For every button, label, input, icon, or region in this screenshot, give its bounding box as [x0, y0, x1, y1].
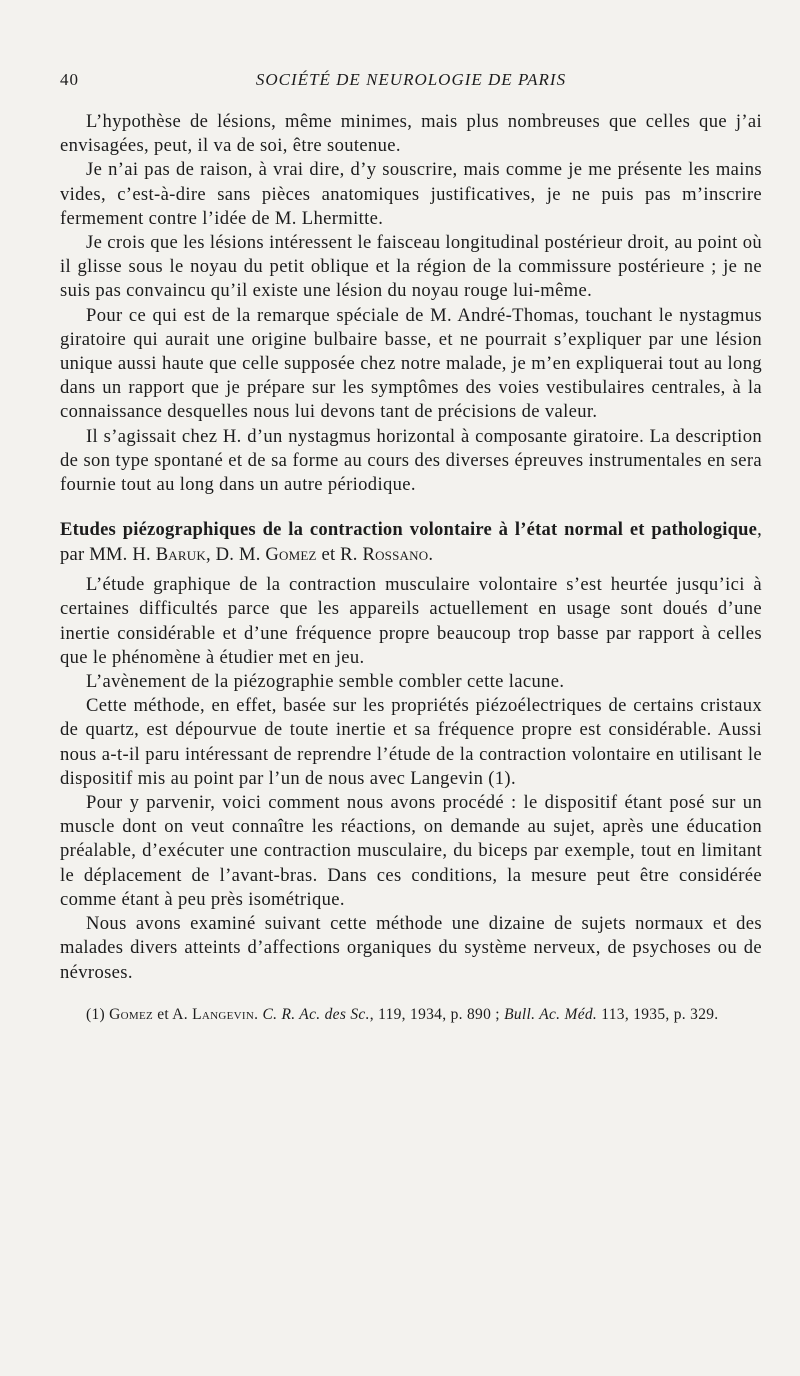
paragraph: Pour y parvenir, voici comment nous avons procédé : le dispositif étant posé sur un muscle dont on veut connaître les réactions, on demande au sujet, après une éducation préalable, d’exécuter une contraction musculaire, du biceps par exemple, tout en limitant le déplacement de l’avant-bras. Dans ces conditions, la mesure peut être considérée comme étant à peu près isométrique.	[60, 792, 762, 910]
paragraph: Cette méthode, en effet, basée sur les propriétés piézoélectriques de certains cristaux de quartz, est dépourvue de toute inertie et sa fréquence propre est considérable. Aussi nous a-t-il paru intéressant de reprendre l’étude de la contraction volontaire en utilisant le dispositif mis au point par l’un de nous avec Langevin (1).	[60, 695, 762, 789]
running-header	[60, 70, 762, 96]
author-name: Rossano	[362, 544, 429, 566]
footnote-text: et A.	[153, 1005, 193, 1023]
paragraph: Pour ce qui est de la remarque spéciale de M. André-Thomas, touchant le nystagmus giratoire qui aurait une origine bulbaire basse, et ne pourrait s’expliquer par une lésion unique aussi haute que celle supposée chez notre malade, je m’en expliquerai tout au long dans un rapport que je prépare sur les symptômes des voies vestibulaires centrales, à la connaissance desquelles nous lui devons tant de précisions de valeur.	[60, 304, 762, 423]
section-title-text: Etudes piézographiques de la contraction volontaire à l’état normal et pathologique	[60, 519, 758, 541]
footnote-text: , 119, 1934, p. 890 ;	[369, 1005, 505, 1023]
author-name: Baruk	[155, 544, 206, 566]
paragraph: Il s’agissait chez H. d’un nystagmus horizontal à composante giratoire. La description de son type spontané et de sa forme au cours des diverses épreuves instrumentales en sera fournie tout au long dans un autre périodique.	[60, 425, 762, 496]
paragraph: L’étude graphique de la contraction musculaire volontaire s’est heurtée jusqu’ici à certaines difficultés parce que les appareils actuellement en usage sont doués d’une inertie considérable et d’une fréquence propre beaucoup trop basse par rapport à celles que le phénomène à étudier met en jeu.	[60, 574, 762, 668]
paragraph: L’hypothèse de lésions, même minimes, mais plus nombreuses que celles que j’ai envisagées, peut, il va de soi, être soutenue.	[60, 111, 762, 157]
journal-title: SOCIÉTÉ DE NEUROLOGIE DE PARIS	[255, 70, 567, 89]
footnote-journal: Bull. Ac. Méd.	[504, 1005, 598, 1023]
footnote-author: Gomez	[109, 1005, 154, 1023]
byline-separator: , D. M.	[205, 544, 266, 566]
footnote-author: Langevin	[192, 1005, 255, 1023]
paragraph: L’avènement de la piézographie semble combler cette lacune.	[86, 671, 565, 693]
byline-prefix: , par MM. H.	[60, 519, 762, 566]
body-text	[60, 110, 762, 1024]
footnote-text: 113, 1935, p. 329.	[597, 1005, 719, 1023]
section-title	[60, 517, 762, 567]
page-number: 40	[60, 70, 79, 89]
author-name: Gomez	[265, 544, 317, 566]
footnote-text: .	[254, 1005, 263, 1023]
footnote-marker: (1)	[86, 1005, 110, 1023]
paragraph: Nous avons examiné suivant cette méthode une dizaine de sujets normaux et des malades divers atteints d’affections organiques du système nerveux, de psychoses ou de névroses.	[60, 913, 762, 983]
footnote	[60, 1005, 762, 1024]
paragraph: Je n’ai pas de raison, à vrai dire, d’y souscrire, mais comme je me présente les mains vides, c’est-à-dire sans pièces anatomiques justificatives, je ne puis pas m’inscrire fermement contre l’idée de M. Lhermitte.	[60, 159, 762, 229]
paragraph: Je crois que les lésions intéressent le faisceau longitudinal postérieur droit, au point où il glisse sous le noyau du petit oblique et la région de la commissure postérieure ; je ne suis pas convaincu qu’il existe une lésion du noyau rouge lui-même.	[60, 232, 762, 302]
footnote-journal: C. R. Ac. des Sc.	[262, 1005, 370, 1023]
byline-end: .	[428, 544, 434, 566]
byline-separator: et R.	[316, 544, 363, 566]
